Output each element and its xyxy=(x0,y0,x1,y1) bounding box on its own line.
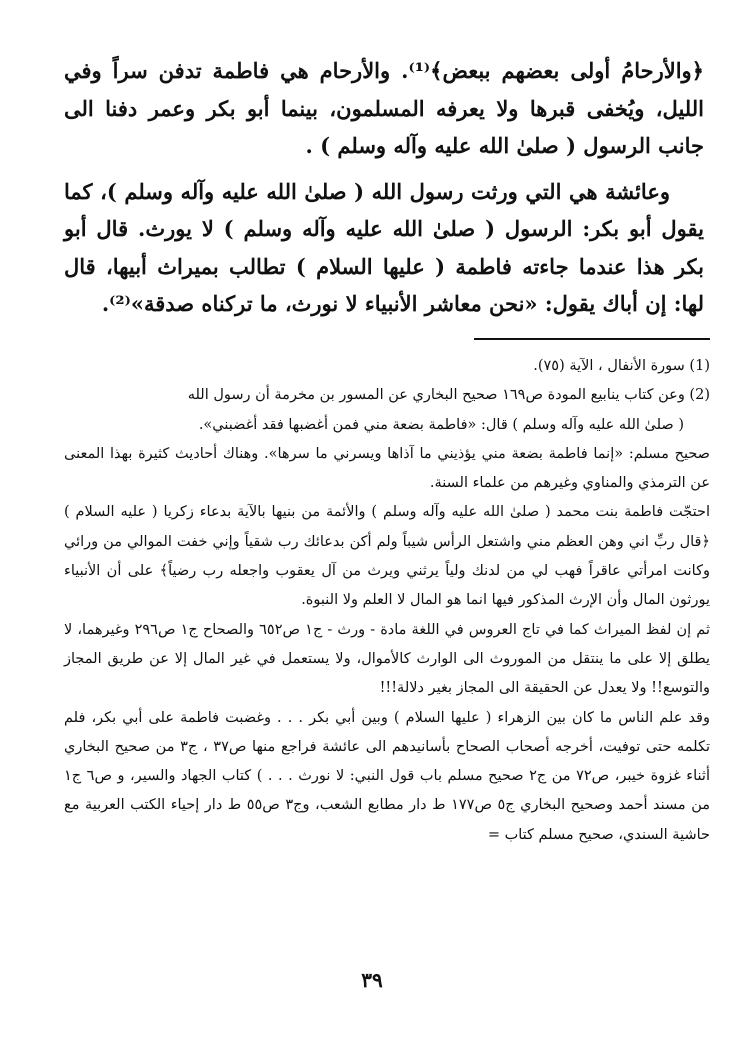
footnote-separator xyxy=(474,338,710,340)
footnote-2-argument: احتجّت فاطمة بنت محمد ( صلىٰ الله عليه وآله وسلم ) والأئمة من بنيها بالآية بدعاء زكريا ( عليه السلام ) ﴿قال ربِّ اني وهن العظم مني واشتعل الرأس شيباً ولم أكن بدعائك رب شقياً وإني خفت الموالي من ورائي وكانت امرأتي عاقراً فهب لي من لدنك ولياً يرثني ويرث من آل يعقوب واجعله رب رضياً﴾ على أن الأنبياء يورثون المال وأن الإرث المذكور فيها انما هو المال لا العلم ولا النبوة. xyxy=(64,504,710,609)
footnote-2-sources: وقد علم الناس ما كان بين الزهراء ( عليها السلام ) وبين أبي بكر . . . وغضبت فاطمة على أبي بكر، فلم تكلمه حتى توفيت، أخرجه أصحاب الصحاح بأسانيدهم الى عائشة فراجع منها ص٣٧ ، ج٣ من صحيح البخاري أثناء غزوة خيبر، ص٧٢ من ج٢ صحيح مسلم باب قول النبي: لا نورث . . . ) كتاب الجهاد والسير، و ص٦ ج١ من مسند أحمد وصحيح البخاري ج٥ ص١٧٧ ط دار مطابع الشعب، وج٣ ص٥٥ ط دار إحياء الكتب العربية مع حاشية السندي، صحيح مسلم كتاب = xyxy=(64,709,711,843)
main-paragraph-1: ﴿والأرحامُ أولى بعضهم ببعض﴾⁽¹⁾. والأرحام هي فاطمة تدفن سراً وفي الليل، ويُخفى قبرها ولا يعرفه المسلمون، بينما أبو بكر وعمر دفنا الى جانب الرسول ( صلىٰ الله عليه وآله وسلم ) . xyxy=(64,58,704,158)
main-text xyxy=(64,52,704,323)
main-paragraph-2: وعائشة هي التي ورثت رسول الله ( صلىٰ الله عليه وآله وسلم )، كما يقول أبو بكر: الرسول ( صلىٰ الله عليه وآله وسلم ) لا يورث. قال أبو بكر هذا عندما جاءته فاطمة ( عليها السلام ) تطالب بميراث أبيها، قال لها: إن أباك يقول: «نحن معاشر الأنبياء لا نورث، ما تركناه صدقة»⁽²⁾. xyxy=(64,178,704,316)
page-number: ٣٩ xyxy=(361,968,383,992)
footnote-2: (2) وعن كتاب ينابيع المودة ص١٦٩ صحيح البخاري عن المسور بن مخرمة أن رسول الله xyxy=(187,387,710,404)
footnote-2-continuation: ( صلىٰ الله عليه وآله وسلم ) قال: «فاطمة بضعة مني فمن أغضبها فقد أغضبني». xyxy=(198,416,684,433)
footnotes xyxy=(64,352,710,850)
footnote-1: (1) سورة الأنفال ، الآية (٧٥). xyxy=(533,358,710,374)
footnote-2-language: ثم إن لفظ الميراث كما في تاج العروس في اللغة مادة - ورث - ج١ ص٦٥٢ والصحاح ج١ ص٢٩٦ وغيرهما، لا يطلق إلا على ما ينتقل من الموروث الى الوارث كالأموال، ولا يستعمل في غير المال إلا عن طريق المجاز والتوسع!! ولا يعدل عن الحقيقة الى المجاز بغير دلالة!!! xyxy=(64,621,710,697)
footnote-2-muslim: صحيح مسلم: «إنما فاطمة بضعة مني يؤذيني ما آذاها ويسرني ما سرها». وهناك أحاديث كثيرة بهذا المعنى عن الترمذي والمناوي وغيرهم من علماء السنة. xyxy=(64,445,710,492)
